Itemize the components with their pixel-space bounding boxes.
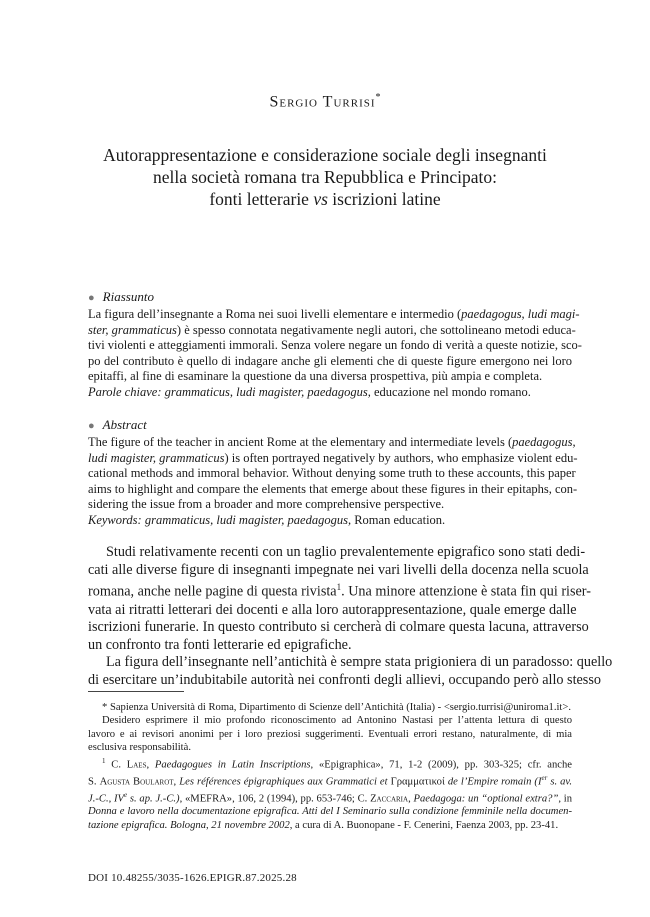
author-name — [0, 92, 650, 111]
riassunto-l1a: La figura dell’insegnante a Roma nei suoi livelli elementare e intermedio ( — [88, 307, 462, 321]
fn1-sup-er: er — [541, 773, 548, 782]
riassunto-keywords-italic: : grammaticus, ludi magister, paedagogus, — [157, 384, 371, 399]
riassunto-line-3: tivi violenti e atteggiamenti immorali. Senza volere negare un fondo di verità a queste notizie, sco- — [88, 338, 582, 352]
title-part-b: iscrizioni latine — [332, 189, 441, 209]
abstract-keywords-label: Keywords — [88, 512, 138, 527]
fn1-author-laes: Laes — [126, 759, 147, 771]
fn1-d1: Donna e lavoro nella documentazione epigrafica. Atti del I Seminario sulla condizione femminile nella documen- — [88, 806, 572, 818]
fn1-e2: , a cura di A. Buonopane - F. Cenerini, Faenza 2003, pp. 23-41. — [289, 819, 559, 831]
body-text — [88, 544, 613, 689]
riassunto-line-2 — [88, 322, 576, 339]
abstract-keywords — [88, 513, 572, 529]
fn1-e1: tazione epigrafica. Bologna, 21 novembre 2002 — [88, 819, 290, 831]
footnote-thanks-2: lavoro e ai revisori anonimi per i loro preziosi suggerimenti. Eventuali errori restano, naturalmente, di mia — [88, 728, 572, 740]
abstract-line-1 — [88, 435, 576, 451]
fn1-sup-e: e — [124, 790, 128, 799]
body-line-3 — [88, 579, 591, 601]
riassunto-line-4: po del contributo è quello di indagare anche gli elementi che di queste figure emergono nei loro — [88, 353, 572, 368]
body-line-8: di esercitare un’indubitabile autorità nei confronti degli allievi, occupando però allo stesso — [88, 671, 601, 688]
body-line-5: iscrizioni funerarie. In questo contributo si cercherà di colmare questa lacuna, attraverso — [88, 619, 589, 636]
footnote-1-line-5 — [88, 819, 572, 832]
author-footnote-mark: * — [375, 92, 381, 103]
fn1-title-2: Les références épigraphiques aux Grammatici et — [179, 776, 388, 788]
abstract-l2b: ) is often portrayed negatively by authors, who emphasize violent edu- — [224, 450, 578, 465]
riassunto-keywords-label: Parole chiave — [88, 384, 158, 399]
fn1-a2: , — [146, 759, 155, 771]
fn1-c4: , — [408, 793, 414, 805]
author-name-text: Sergio Turrisi — [269, 93, 376, 111]
footnote-1-line-2 — [88, 772, 572, 789]
body-line-1: Studi relativamente recenti con un taglio prevalentemente epigrafico sono stati dedi- — [106, 544, 586, 560]
fn1-title-3: de l’Empire romain (I — [447, 776, 542, 788]
body-line-4: vata ai ritratti letterari dei docenti e alla loro autorappresentazione, quale emerge dalle — [88, 601, 577, 618]
abstract-l1b: paedagogus, — [512, 435, 576, 449]
body-l3a: romana, anche nelle pagine di questa rivista — [88, 583, 337, 600]
fn1-author-zaccaria: Zaccaria — [370, 793, 409, 805]
riassunto-heading — [88, 289, 154, 305]
abstract-line-2 — [88, 450, 578, 467]
abstract-text — [88, 435, 578, 528]
riassunto-keywords — [88, 385, 572, 401]
body-line-2: cati alle diverse figure di insegnanti impegnate nei vari livelli della docenza nella scuola — [88, 561, 589, 578]
title-line-3 — [60, 188, 590, 210]
fn1-greek: Γραμματικοί — [387, 776, 448, 788]
riassunto-l2b: ) è spesso connotata negativamente negli autori, che sottolineano metodi educa- — [176, 322, 576, 337]
footnote-1-line-1 — [88, 755, 572, 772]
abstract-l1a: The figure of the teacher in ancient Rome at the elementary and intermediate levels ( — [88, 435, 513, 449]
abstract-line-4: aims to highlight and compare the elements that emerge about these figures in their epitaphs, con- — [88, 481, 578, 496]
body-line-6: un confronto tra fonti letterarie ed epigrafiche. — [88, 636, 352, 653]
riassunto-line-1 — [88, 307, 580, 323]
fn1-b2: , — [173, 776, 180, 788]
body-line-7: La figura dell’insegnante nell’antichità è sempre stata prigioniera di un paradosso: quello — [106, 654, 613, 671]
fn1-b1: S. — [88, 776, 100, 788]
fn1-author-agusta: Agusta Boularot — [99, 776, 174, 788]
riassunto-heading-text: Riassunto — [102, 289, 154, 304]
riassunto-line-5: epitaffi, al fine di esaminare la questione da una diversa prospettiva, più ampia e completa. — [88, 369, 543, 383]
fn1-title-5: Paedagoga: un “optional extra?” — [413, 793, 559, 805]
article-title — [60, 144, 590, 210]
bullet-icon: ● — [88, 292, 95, 304]
fn1-title-4: s. av. — [547, 776, 572, 788]
fn1-title-1: Paedagogues in Latin Inscriptions — [154, 759, 311, 771]
title-line-1: Autorappresentazione e considerazione sociale degli insegnanti — [103, 145, 547, 165]
fn1-a1: C. — [111, 759, 127, 771]
footnote-rule — [88, 691, 184, 692]
riassunto-keywords-rest: educazione nel mondo romano. — [370, 384, 531, 399]
fn1-a3: , «Epigraphica», 71, 1-2 (2009), pp. 303-325; cfr. anche — [310, 759, 573, 771]
footnote-1-line-4 — [88, 805, 572, 818]
footnote-1-number: 1 — [102, 756, 106, 765]
abstract-keywords-italic: : grammaticus, ludi magister, paedagogus, — [137, 512, 352, 527]
title-part-a: fonti letterarie — [209, 189, 309, 209]
riassunto-l2a: ster, grammaticus — [88, 322, 177, 337]
abstract-heading — [88, 417, 147, 433]
fn1-c3: , «MEFRA», 106, 2 (1994), pp. 653-746; C. — [179, 793, 371, 805]
footnote-thanks-3: esclusiva responsabilità. — [88, 742, 191, 754]
footnotes — [88, 701, 572, 832]
fn1-c2: s. ap. J.-C.) — [127, 793, 180, 805]
body-l3b: . Una minore attenzione è stata fin qui riser- — [341, 583, 591, 600]
riassunto-text — [88, 307, 582, 400]
abstract-l2a: ludi magister, grammaticus — [88, 450, 225, 465]
footnote-thanks-1: Desidero esprimere il mio profondo riconoscimento ad Antonino Nastasi per l’attenta lettura di questo — [102, 715, 572, 727]
fn1-c1: J.-C., IV — [88, 793, 125, 805]
doi: DOI 10.48255/3035-1626.EPIGR.87.2025.28 — [88, 872, 297, 884]
abstract-keywords-rest: Roman education. — [351, 512, 446, 527]
footnote-1-line-3 — [88, 789, 572, 806]
title-vs: vs — [313, 189, 328, 209]
abstract-line-3: cational methods and immoral behavior. Without denying some truth to these accounts, this paper — [88, 466, 576, 480]
footnote-ref-1: 1 — [336, 582, 342, 593]
fn1-c5: , in — [558, 793, 573, 805]
riassunto-l1b: paedagogus, ludi magi- — [461, 307, 580, 321]
title-line-2: nella società romana tra Repubblica e Principato: — [152, 167, 498, 187]
abstract-line-5: sidering the issue from a broader and more comprehensive perspective. — [88, 497, 445, 511]
bullet-icon: ● — [88, 420, 95, 432]
footnote-star: * Sapienza Università di Roma, Dipartimento di Scienze dell’Antichità (Italia) - <sergio.turrisi@uniroma1.it>. — [102, 702, 571, 713]
abstract-heading-text: Abstract — [102, 417, 147, 432]
